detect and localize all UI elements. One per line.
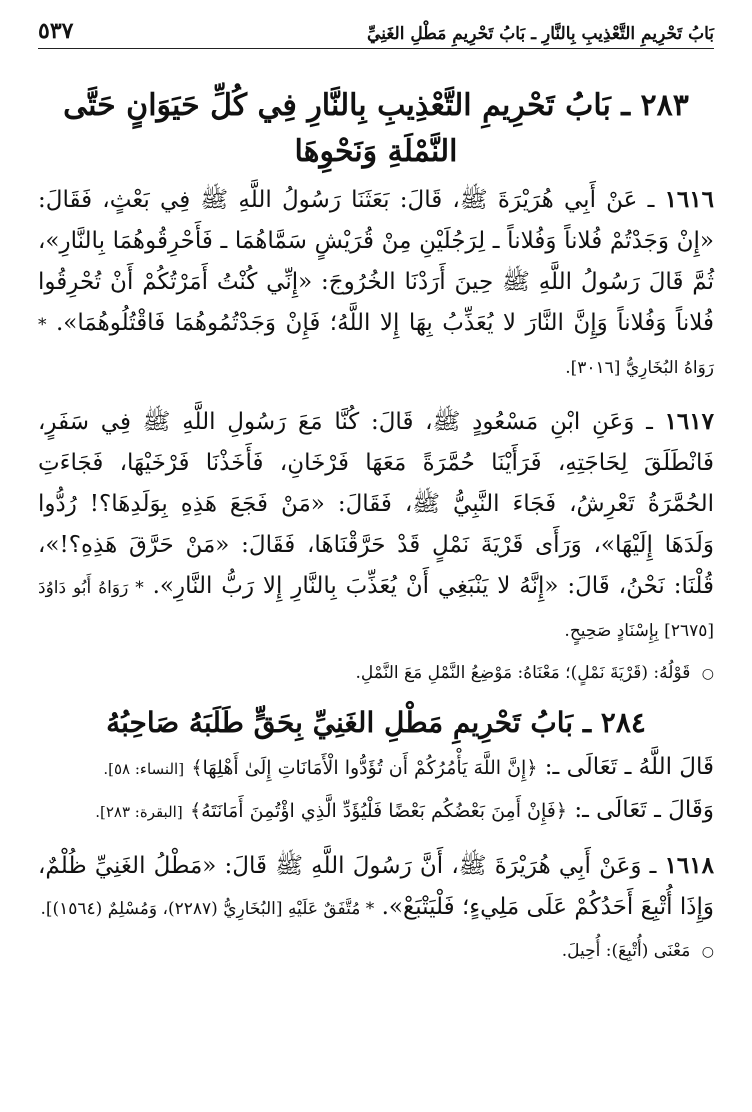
hadith-text: ـ وَعَنْ أَبِي هُرَيْرَةَ ﷺ، أَنَّ رَسُولَ اللَّهِ ﷺ قَالَ: «مَطْلُ الغَنِيِّ ظُلْمٌ، وَإِذَا أُتْبِعَ أَحَدُكُمْ عَلَى مَلِيءٍ؛ فَلْيَتْبَعْ». xyxy=(38,853,714,920)
quran-verse: ﴿إِنَّ اللَّهَ يَأْمُرُكُمْ أَن تُؤَدُّوا الْأَمَانَاتِ إِلَىٰ أَهْلِهَا﴾ xyxy=(191,757,538,779)
chapter-heading-283 xyxy=(38,83,714,175)
hadith-source: * رَوَاهُ البُخَارِيُّ [٣٠١٦]. xyxy=(38,315,714,378)
page-number: ٥٣٧ xyxy=(38,18,74,44)
hadith-number: ١٦١٧ xyxy=(664,408,714,435)
verse-reference: [البقرة: ٢٨٣]. xyxy=(95,803,183,821)
quran-verse: ﴿فَإِنْ أَمِنَ بَعْضُكُم بَعْضًا فَلْيُؤَدِّ الَّذِي اؤْتُمِنَ أَمَانَتَهُ﴾ xyxy=(190,800,568,822)
hadith-source: * مُتَّفَقٌ عَلَيْهِ [البُخَارِيُّ (٢٢٨٧)، وَمُسْلِمٌ (١٥٦٤)]. xyxy=(40,899,375,919)
verse-intro: قَالَ اللَّهُ ـ تَعَالَى ـ: xyxy=(544,754,714,780)
verse-reference: [النساء: ٥٨]. xyxy=(103,760,185,778)
hadith-1618-note xyxy=(38,936,714,967)
note-text: قَوْلُهُ: (قَرْيَةَ نَمْلٍ)؛ مَعْنَاهُ: مَوْضِعُ النَّمْلِ مَعَ النَّمْلِ. xyxy=(355,663,691,683)
chapter-heading-line: ٢٨٤ ـ بَابُ تَحْرِيمِ مَطْلِ الغَنِيِّ بِحَقٍّ طَلَبَهُ صَاحِبُهُ xyxy=(106,706,646,739)
running-title: بَابُ تَحْرِيمِ التَّعْذِيبِ بِالنَّارِ ـ بَابُ تَحْرِيمِ مَطْلِ الغَنِيِّ xyxy=(367,24,714,44)
hadith-1617 xyxy=(38,401,714,652)
note-text: مَعْنَى (أُتْبِعَ): أُحِيلَ. xyxy=(561,941,691,961)
hadith-number: ١٦١٨ xyxy=(664,852,714,879)
hadith-text: ـ وَعَنِ ابْنِ مَسْعُودٍ ﷺ، قَالَ: كُنَّا مَعَ رَسُولِ اللَّهِ ﷺ فِي سَفَرٍ، فَانْطَلَقَ لِحَاجَتِهِ، فَرَأَيْنَا حُمَّرَةً مَعَهَا فَرْخَانِ، فَأَخَذْنَا فَرْخَيْهَا، فَجَاءَتِ الحُمَّرَةُ تَعْرِشُ، فَجَاءَ النَّبِيُّ ﷺ، فَقَالَ: «مَنْ فَجَعَ هَذِهِ بِوَلَدِهَا؟! رُدُّوا وَلَدَهَا إِلَيْهَا»، وَرَأَى قَرْيَةَ نَمْلٍ قَدْ حَرَّقْنَاهَا، فَقَالَ: «مَنْ حَرَّقَ هَذِهِ؟!»، قُلْنَا: نَحْنُ، قَالَ: «إِنَّهُ لا يَنْبَغِي أَنْ يُعَذِّبَ بِالنَّارِ إِلا رَبُّ النَّارِ». xyxy=(38,409,715,599)
hadith-1617-note xyxy=(38,658,714,689)
chapter-heading-284 xyxy=(38,703,714,743)
verse-block-1 xyxy=(38,747,714,790)
hadith-1618 xyxy=(38,845,714,930)
hadith-text: ـ عَنْ أَبِي هُرَيْرَةَ ﷺ، قَالَ: بَعَثَنَا رَسُولُ اللَّهِ ﷺ فِي بَعْثٍ، فَقَالَ: «إِنْ وَجَدْتُمْ فُلاناً وَفُلاناً ـ لِرَجُلَيْنِ مِنْ قُرَيْشٍ سَمَّاهُمَا ـ فَأَحْرِقُوهُمَا بِالنَّارِ»، ثُمَّ قَالَ رَسُولُ اللَّهِ ﷺ حِينَ أَرَدْنَا الخُرُوجَ: «إِنِّي كُنْتُ أَمَرْتُكُمْ أَنْ تُحْرِقُوا فُلاناً وَفُلاناً وَإِنَّ النَّارَ لا يُعَذِّبُ بِهَا إِلا اللَّهُ؛ فَإِنْ وَجَدْتُمُوهُمَا فَاقْتُلُوهُمَا». xyxy=(38,187,714,336)
hadith-1616 xyxy=(38,179,714,389)
chapter-heading-line: النَّمْلَةِ وَنَحْوِهَا xyxy=(294,134,458,169)
hadith-source: * رَوَاهُ أَبُو دَاوُدَ [٢٦٧٥] بِإِسْنَادٍ صَحِيحٍ. xyxy=(38,578,714,641)
page-header xyxy=(38,8,714,49)
verse-block-2 xyxy=(38,790,714,833)
verse-intro: وَقَالَ ـ تَعَالَى ـ: xyxy=(574,797,714,823)
note-circle-icon: ○ xyxy=(701,944,714,960)
hadith-number: ١٦١٦ xyxy=(664,186,714,213)
chapter-heading-line: ٢٨٣ ـ بَابُ تَحْرِيمِ التَّعْذِيبِ بِالنَّارِ فِي كُلِّ حَيَوَانٍ حَتَّى xyxy=(63,88,689,123)
note-circle-icon: ○ xyxy=(701,666,714,682)
